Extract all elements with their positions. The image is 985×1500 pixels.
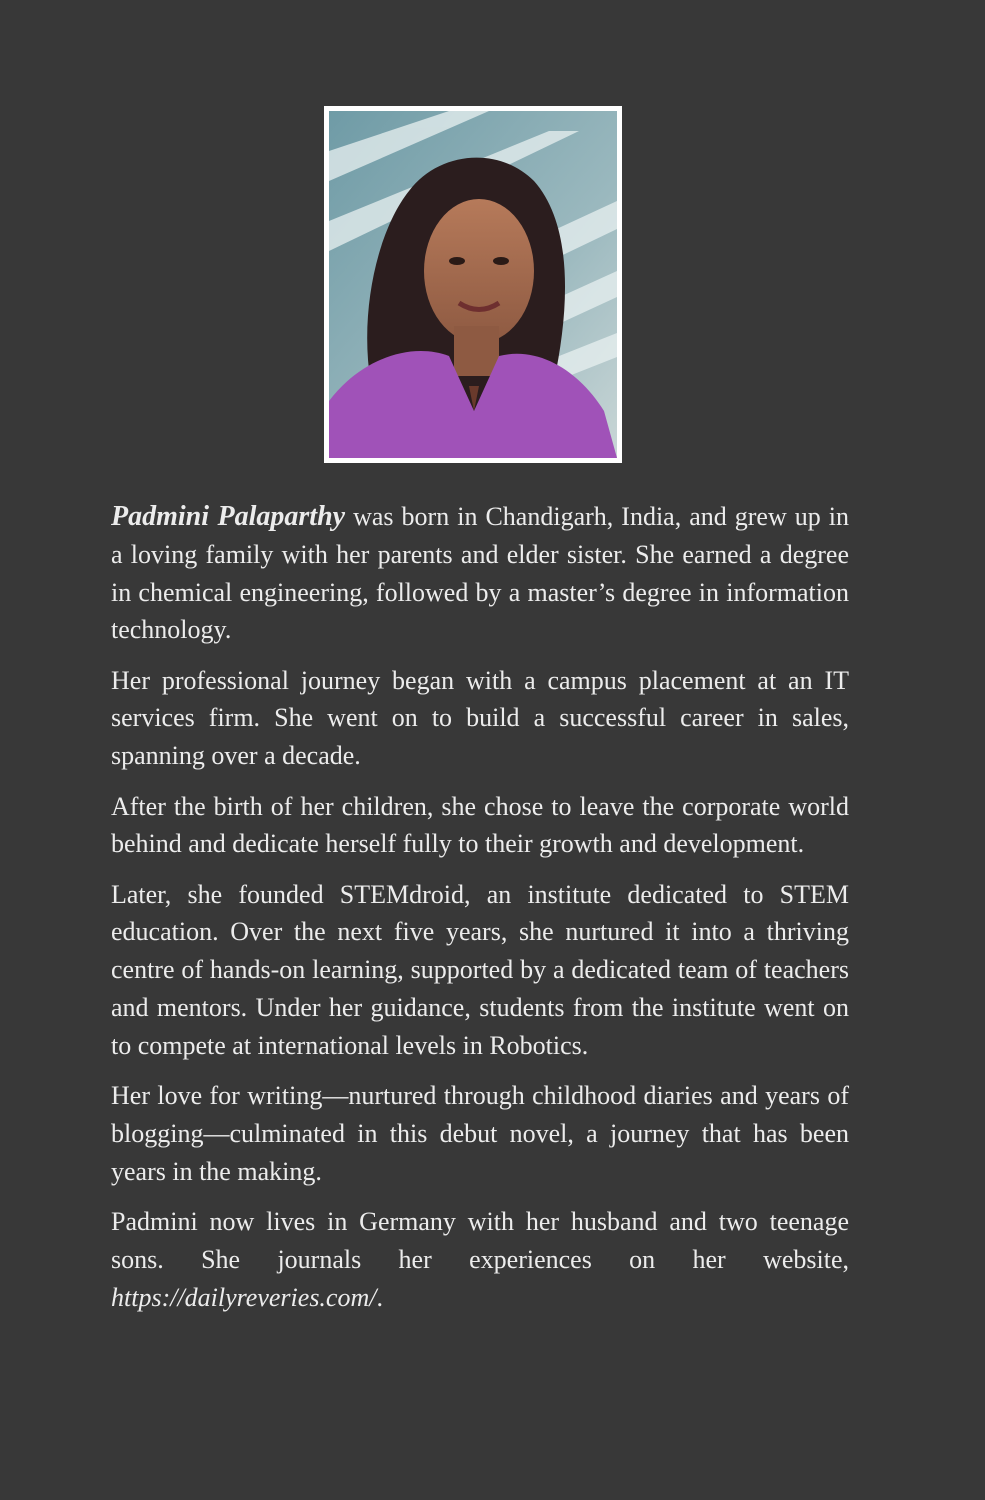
author-bio xyxy=(111,498,849,1329)
bio-paragraph-6: Padmini now lives in Germany with her husband and two teenage sons. She journals her experiences on her website, https://dailyreveries.com/. xyxy=(111,1207,849,1312)
bio-paragraph-5: Her love for writing—nurtured through childhood diaries and years of blogging—culminated in this debut novel, a journey that has been years in the making. xyxy=(111,1081,849,1186)
author-photo xyxy=(324,106,622,463)
author-portrait-icon xyxy=(329,111,617,458)
website-url: https://dailyreveries.com/ xyxy=(111,1282,377,1312)
bio-paragraph-3: After the birth of her children, she chose to leave the corporate world behind and dedicate herself fully to their growth and development. xyxy=(111,791,849,859)
bio-paragraph-1: Padmini Palaparthy was born in Chandigarh, India, and grew up in a loving family with her parents and elder sister. She earned a degree in chemical engineering, followed by a master’s degree in information technology. xyxy=(111,501,850,645)
bio-paragraph-4: Later, she founded STEMdroid, an institute dedicated to STEM education. Over the next five years, she nurtured it into a thriving centre of hands-on learning, supported by a dedicated team of teachers and mentors. Under her guidance, students from the institute went on to compete at international levels in Robotics. xyxy=(111,879,849,1060)
bio-paragraph-2: Her professional journey began with a campus placement at an IT services firm. She went on to build a successful career in sales, spanning over a decade. xyxy=(111,665,849,771)
author-name: Padmini Palaparthy xyxy=(111,501,346,532)
